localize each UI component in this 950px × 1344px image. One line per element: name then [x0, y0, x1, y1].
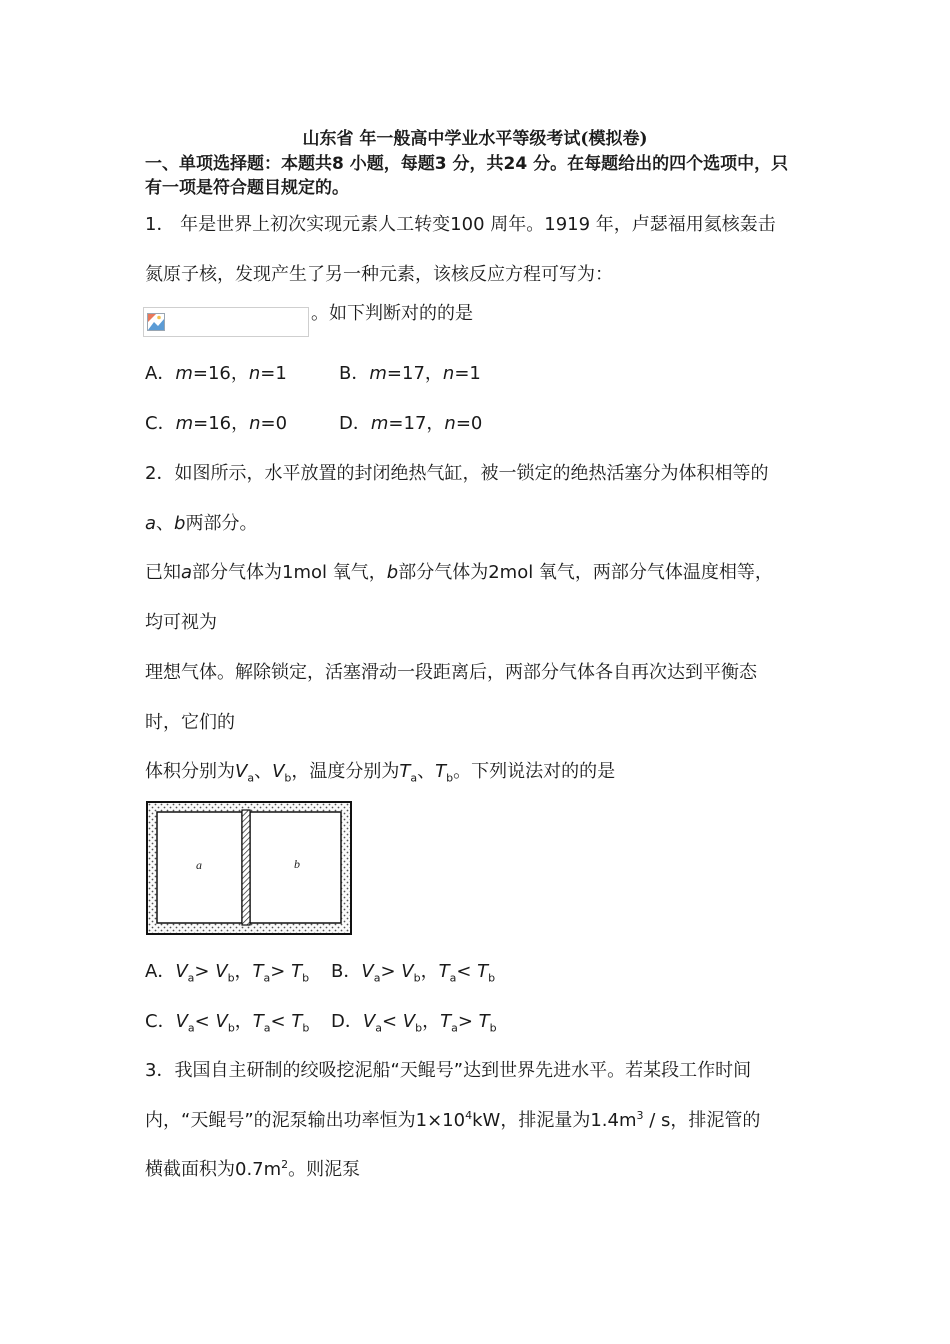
var-V: V [361, 961, 374, 982]
var-V: V [215, 1011, 228, 1032]
value: =16， [193, 413, 250, 434]
q2-line6: 时，它们的 [145, 712, 235, 733]
sub-a: a [410, 771, 418, 785]
var-V: V [175, 961, 188, 982]
q2-line1: 2．如图所示，水平放置的封闭绝热气缸，被一锁定的绝热活塞分为体积相等的 [145, 463, 769, 484]
q2-line2 [145, 512, 257, 536]
value: =1 [454, 363, 481, 384]
value: =0 [455, 413, 483, 434]
q2-line7 [145, 760, 615, 784]
text: 体积分别为 [145, 761, 235, 782]
relation: < [194, 1011, 210, 1032]
text: ， [422, 1011, 441, 1032]
sub-a: a [187, 1021, 195, 1035]
sub-b: b [302, 1021, 310, 1035]
var-m: m [370, 413, 389, 434]
q1-option-d[interactable] [339, 412, 482, 436]
var-T: T [291, 1011, 303, 1032]
var-m: m [175, 363, 193, 384]
sub-a: a [449, 971, 457, 985]
relation: > [380, 961, 396, 982]
sub-b: b [284, 771, 292, 785]
relation: > [457, 1011, 473, 1032]
text: 。则泥泵 [288, 1159, 361, 1180]
sub-b: b [415, 1021, 423, 1035]
option-label: D． [331, 1011, 363, 1032]
var-T: T [399, 761, 411, 782]
option-label: B． [339, 363, 370, 384]
sub-a: a [373, 971, 381, 985]
relation: < [456, 961, 472, 982]
text: ， [420, 961, 439, 982]
sub-b: b [413, 971, 421, 985]
sub-a: a [263, 1021, 271, 1035]
var-T: T [252, 961, 264, 982]
option-label: C． [145, 413, 176, 434]
superscript: 3 [636, 1109, 644, 1122]
var-a: a [181, 562, 193, 583]
relation: > [270, 961, 286, 982]
q2-option-c[interactable] [145, 1010, 309, 1034]
relation: > [194, 961, 210, 982]
broken-equation-image [143, 307, 309, 337]
var-V: V [215, 961, 228, 982]
option-label: B． [331, 961, 362, 982]
text: 内，“天鲲号”的泥泵输出功率恒为1×10 [145, 1110, 466, 1131]
q2-option-b[interactable] [331, 960, 495, 984]
var-T: T [252, 1011, 264, 1032]
text: 部分气体为1mol 氧气， [192, 562, 387, 583]
option-label: D． [339, 413, 371, 434]
sub-b: b [227, 971, 235, 985]
relation: < [270, 1011, 286, 1032]
sub-a: a [451, 1021, 458, 1035]
q1-prompt: 。如下判断对的的是 [311, 303, 473, 324]
q2-option-a[interactable] [145, 960, 309, 984]
var-n: n [444, 413, 456, 434]
var-T: T [291, 961, 303, 982]
q2-line4: 均可视为 [145, 612, 217, 633]
text: kW，排泥量为1.4m [472, 1110, 637, 1131]
q3-line1: 3．我国自主研制的绞吸挖泥船“天鲲号”达到世界先进水平。若某段工作时间 [145, 1060, 752, 1081]
value: =1 [260, 363, 287, 384]
var-n: n [248, 363, 261, 384]
cylinder-piston-diagram [145, 800, 353, 936]
var-T: T [477, 961, 489, 982]
var-n: n [442, 363, 455, 384]
broken-image-icon [147, 313, 165, 331]
var-T: T [438, 961, 450, 982]
var-V: V [402, 1011, 416, 1032]
sub-a: a [263, 971, 271, 985]
var-n: n [249, 413, 261, 434]
var-a: a [145, 513, 157, 534]
sub-a: a [375, 1021, 382, 1035]
sub-a: a [247, 771, 255, 785]
option-label: A． [145, 363, 176, 384]
var-m: m [175, 413, 194, 434]
value: =17， [386, 363, 443, 384]
var-T: T [478, 1011, 490, 1032]
var-T: T [440, 1011, 452, 1032]
var-b: b [174, 513, 186, 534]
value: =0 [260, 413, 288, 434]
var-V: V [175, 1011, 188, 1032]
option-label: A． [145, 961, 176, 982]
text: ，温度分别为 [291, 761, 400, 782]
text: ， [234, 1011, 253, 1032]
text: 、 [417, 761, 436, 782]
var-b: b [386, 562, 399, 583]
var-m: m [369, 363, 387, 384]
sub-a: a [187, 971, 195, 985]
superscript: 2 [281, 1158, 289, 1171]
var-V: V [362, 1011, 376, 1032]
text: ， [234, 961, 253, 982]
text: 部分气体为2mol 氧气，两部分气体温度相等， [398, 562, 773, 583]
q1-line2: 氮原子核，发现产生了另一种元素，该核反应方程可写为： [145, 264, 613, 285]
text: / s，排泥管的 [643, 1110, 761, 1131]
sub-b: b [227, 1021, 235, 1035]
var-T: T [435, 761, 447, 782]
q1-option-b[interactable] [339, 362, 481, 386]
q2-line5: 理想气体。解除锁定，活塞滑动一段距离后，两部分气体各自再次达到平衡态 [145, 662, 757, 683]
label-a: a [196, 858, 202, 872]
var-V: V [235, 761, 248, 782]
q3-line2 [145, 1109, 760, 1133]
text: 横截面积为0.7m [145, 1159, 282, 1180]
q3-line3 [145, 1158, 360, 1182]
q2-option-d[interactable] [331, 1010, 497, 1034]
relation: < [381, 1011, 398, 1032]
sub-b: b [446, 771, 454, 785]
value: =17， [388, 413, 445, 434]
sub-b: b [489, 1021, 497, 1035]
text: 。下列说法对的的是 [453, 761, 616, 782]
text: 、 [254, 761, 273, 782]
var-V: V [401, 961, 414, 982]
section-heading-line2: 有一项是符合题目规定的。 [145, 178, 349, 198]
piston [242, 810, 250, 925]
sub-b: b [488, 971, 496, 985]
text: 、 [156, 513, 175, 534]
label-b: b [294, 857, 300, 871]
section-heading-line1: 一、单项选择题：本题共8 小题，每题3 分，共24 分。在每题给出的四个选项中，只 [145, 154, 789, 174]
q1-line1: 1． 年是世界上初次实现元素人工转变100 周年。1919 年，卢瑟福用氦核轰击 [145, 214, 776, 235]
superscript: 4 [465, 1109, 473, 1122]
var-V: V [272, 761, 285, 782]
value: =16， [192, 363, 249, 384]
text: 两部分。 [185, 513, 258, 534]
text: 已知 [145, 562, 181, 583]
sub-b: b [302, 971, 310, 985]
q1-option-a[interactable] [145, 362, 287, 386]
q2-line3 [145, 561, 773, 585]
exam-title: 山东省 年一般高中学业水平等级考试(模拟卷) [302, 129, 648, 149]
option-label: C． [145, 1011, 176, 1032]
q1-option-c[interactable] [145, 412, 287, 436]
